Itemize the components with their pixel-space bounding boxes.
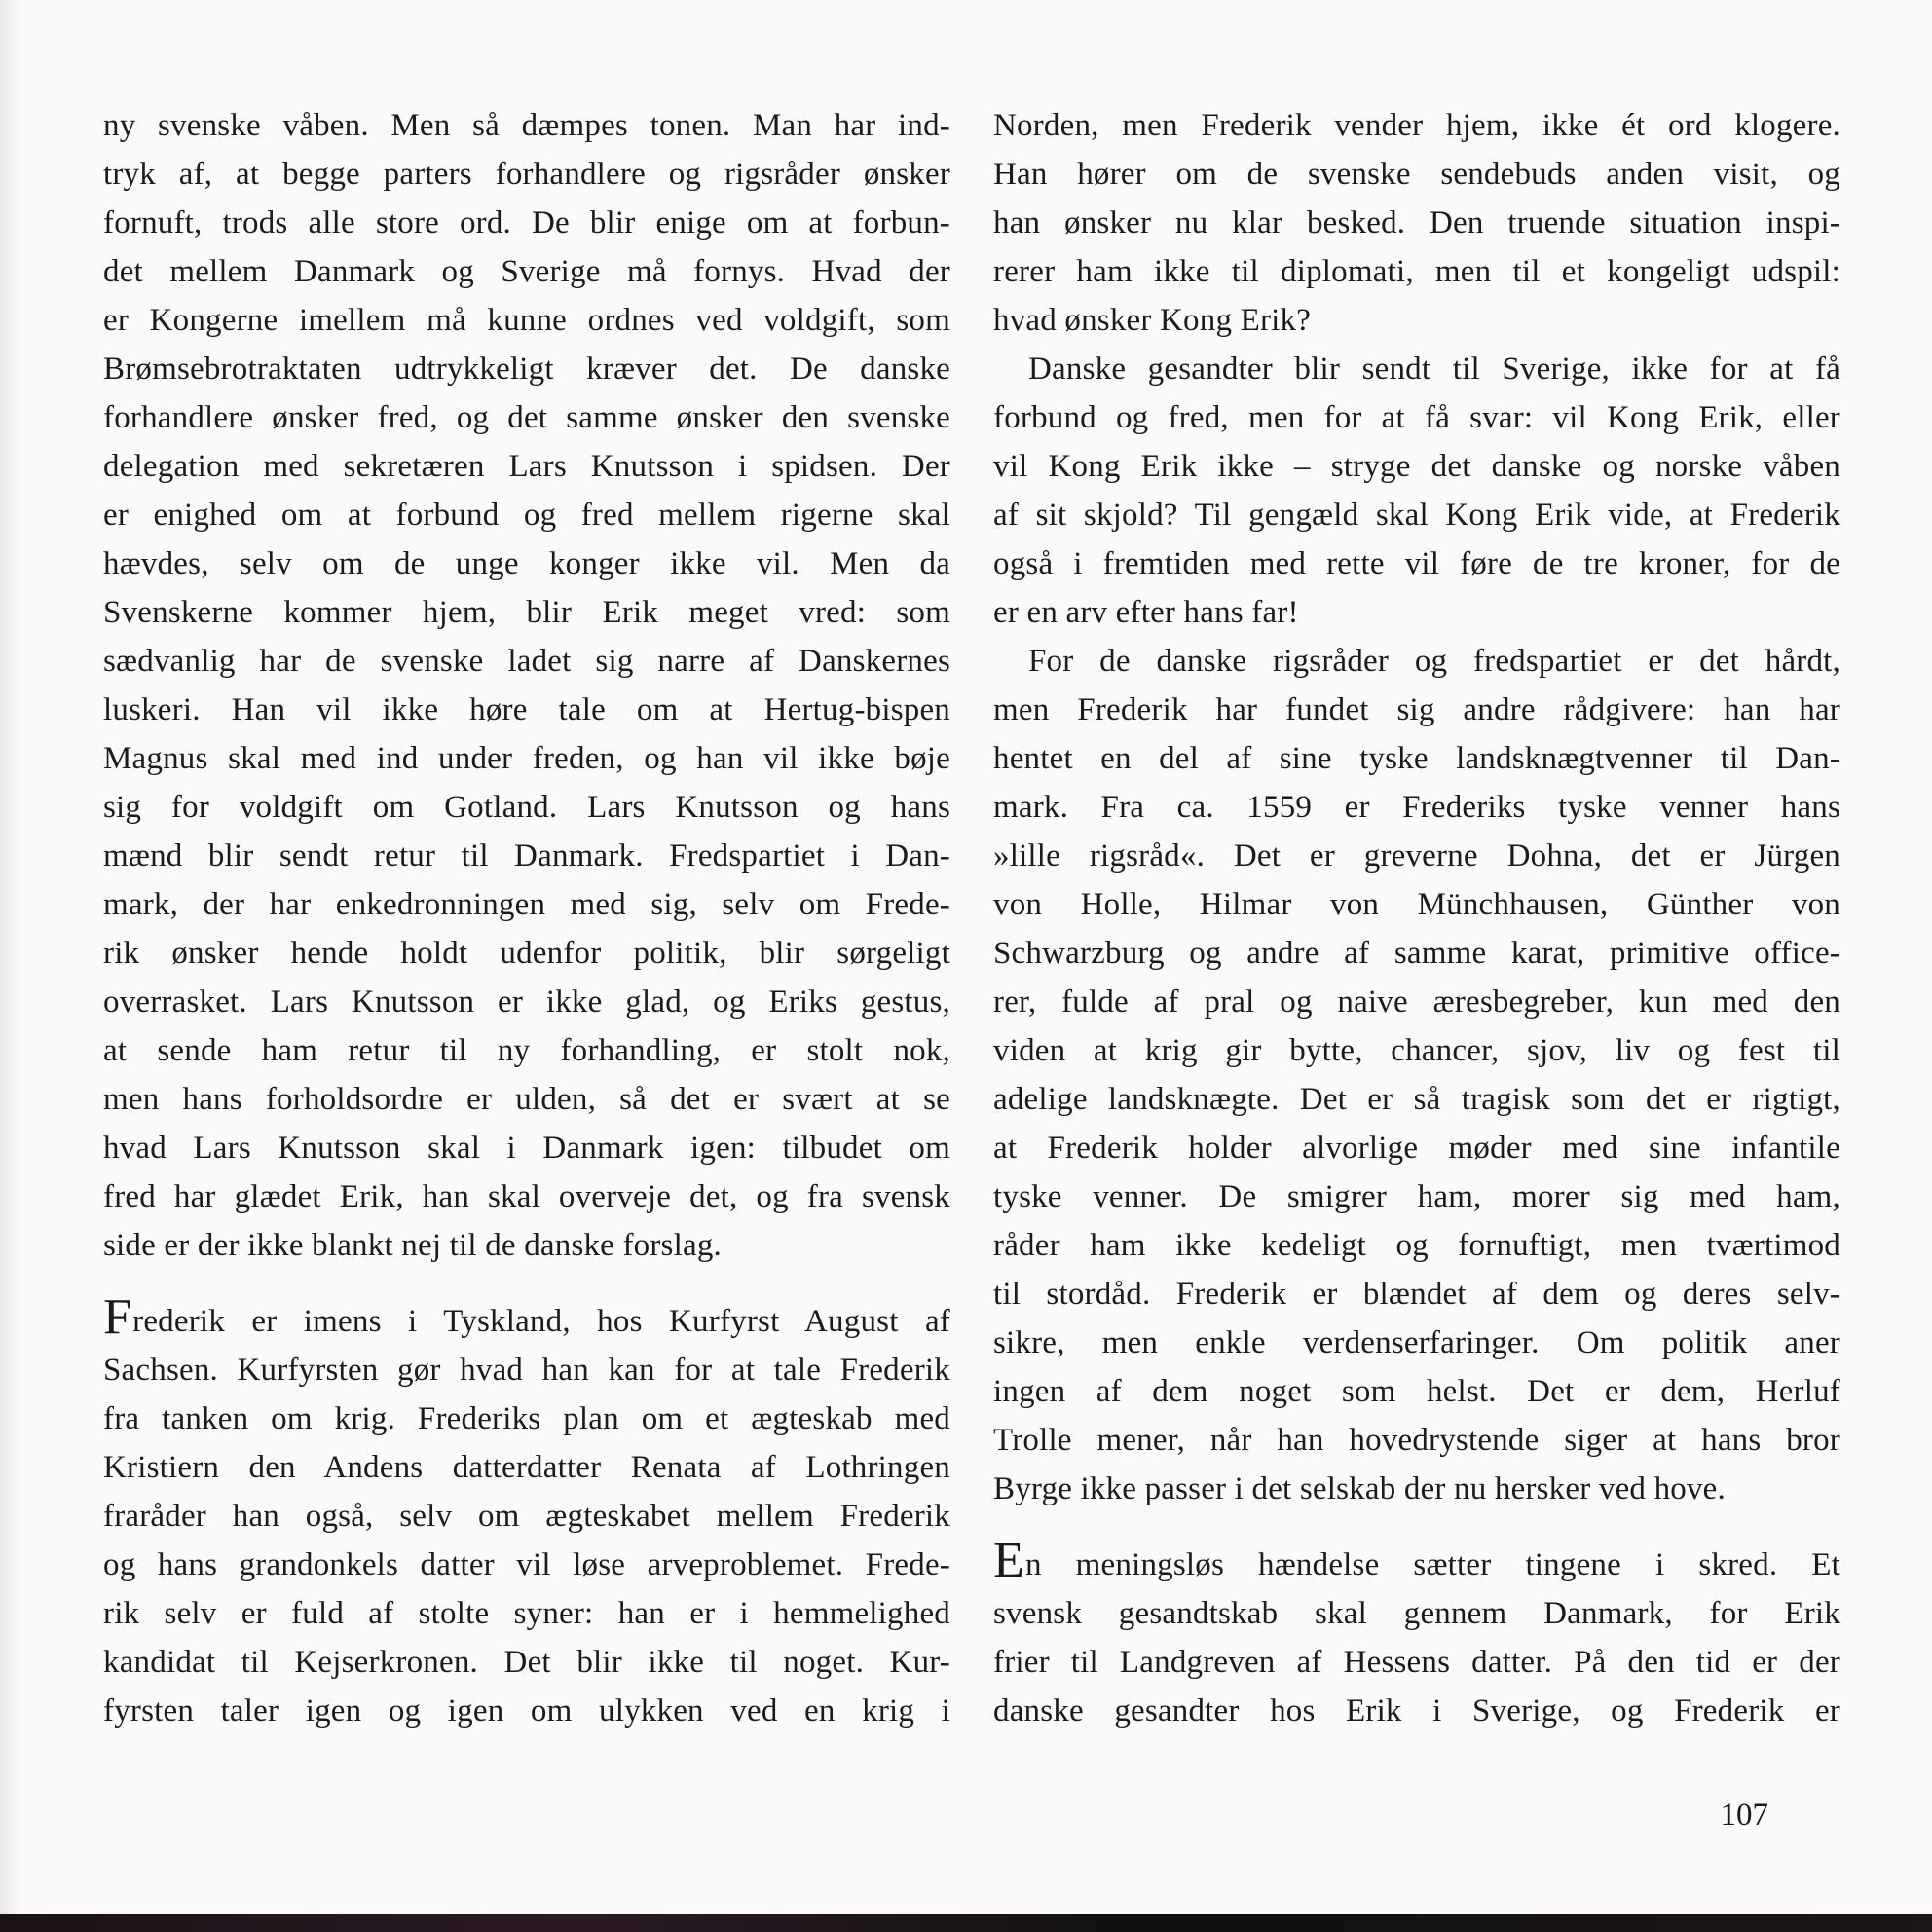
text-line: vil Kong Erik ikke – stryge det danske og norske våben — [993, 449, 1840, 484]
text-line: Danske gesandter blir sendt til Sverige, ikke for at få — [1028, 352, 1840, 387]
right-paragraph-3 — [993, 637, 1840, 1513]
text-line: også i fremtiden med rette vil føre de tre kroner, for de — [993, 546, 1840, 581]
text-line: hentet en del af sine tyske landsknægtvenner til Dan- — [993, 741, 1840, 776]
text-line: Byrge ikke passer i det selskab der nu hersker ved hove. — [993, 1471, 1726, 1506]
text-line: rer, fulde af pral og naive æresbegreber, kun med den — [993, 985, 1840, 1020]
right-column — [993, 101, 1840, 1735]
right-paragraph-2 — [993, 345, 1840, 637]
text-line: det mellem Danmark og Sverige må fornys. Hvad der — [103, 254, 950, 289]
text-line: han ønsker nu klar besked. Den truende situation inspi- — [993, 205, 1840, 241]
text-line-rest: rederik er imens i Tyskland, hos Kurfyrst August af — [132, 1304, 950, 1339]
text-line: fred har glædet Erik, han skal overveje det, og fra svensk — [103, 1179, 950, 1214]
text-line: fra tanken om krig. Frederiks plan om et ægteskab med — [103, 1401, 950, 1436]
text-line: Trolle mener, når han hovedrystende siger at hans bror — [993, 1423, 1840, 1458]
text-line: fyrsten taler igen og igen om ulykken ved en krig i — [103, 1693, 950, 1728]
text-line: råder ham ikke kedeligt og fornuftigt, men tværtimod — [993, 1228, 1840, 1263]
text-line: er enighed om at forbund og fred mellem rigerne skal — [103, 498, 950, 533]
text-line: hvad Lars Knutsson skal i Danmark igen: tilbudet om — [103, 1131, 950, 1166]
text-line: rik ønsker hende holdt udenfor politik, blir sørgeligt — [103, 936, 950, 971]
text-line: rik selv er fuld af stolte syner: han er i hemmelighed — [103, 1596, 950, 1631]
text-line: af sit skjold? Til gengæld skal Kong Erik vide, at Frederik — [993, 498, 1840, 533]
text-line: at Frederik holder alvorlige møder med sine infantile — [993, 1131, 1840, 1166]
text-line: Magnus skal med ind under freden, og han vil ikke bøje — [103, 741, 950, 776]
text-line: ingen af dem noget som helst. Det er dem, Herluf — [993, 1374, 1840, 1409]
text-line: luskeri. Han vil ikke høre tale om at Hertug-bispen — [103, 692, 950, 727]
right-paragraph-1 — [993, 101, 1840, 345]
text-line: »lille rigsråd«. Det er greverne Dohna, det er Jürgen — [993, 838, 1840, 873]
text-line: Sachsen. Kurfyrsten gør hvad han kan for at tale Frederik — [103, 1353, 950, 1388]
text-line: danske gesandter hos Erik i Sverige, og Frederik er — [993, 1693, 1840, 1728]
text-line: overrasket. Lars Knutsson er ikke glad, og Eriks gestus, — [103, 985, 950, 1020]
section-break — [993, 1513, 1840, 1541]
text-line: fraråder han også, selv om ægteskabet mellem Frederik — [103, 1499, 950, 1534]
left-paragraph-1 — [103, 101, 950, 1270]
text-line: kandidat til Kejserkronen. Det blir ikke til noget. Kur- — [103, 1645, 950, 1680]
text-line: tryk af, at begge parters forhandlere og rigsråder ønsker — [103, 157, 950, 192]
text-line: von Holle, Hilmar von Münchhausen, Günther von — [993, 887, 1840, 922]
text-line: at sende ham retur til ny forhandling, er stolt nok, — [103, 1033, 950, 1068]
text-line: svensk gesandtskab skal gennem Danmark, for Erik — [993, 1596, 1840, 1631]
text-line: sig for voldgift om Gotland. Lars Knutsson og hans — [103, 790, 950, 825]
text-line: er en arv efter hans far! — [993, 595, 1299, 630]
page-bottom-edge — [0, 1914, 1932, 1932]
page-number: 107 — [1720, 1798, 1768, 1833]
text-line: For de danske rigsråder og fredspartiet er det hårdt, — [1028, 644, 1840, 679]
text-line: mænd blir sendt retur til Danmark. Fredspartiet i Dan- — [103, 838, 950, 873]
text-line: rerer ham ikke til diplomati, men til et kongeligt udspil: — [993, 254, 1840, 289]
text-line: mark, der har enkedronningen med sig, selv om Frede- — [103, 887, 950, 922]
section-break — [103, 1270, 950, 1297]
text-line: hvad ønsker Kong Erik? — [993, 303, 1312, 338]
text-line: tyske venner. De smigrer ham, morer sig med ham, — [993, 1179, 1840, 1214]
text-line: Svenskerne kommer hjem, blir Erik meget vred: som — [103, 595, 950, 630]
text-line: mark. Fra ca. 1559 er Frederiks tyske venner hans — [993, 790, 1840, 825]
text-line: ny svenske våben. Men så dæmpes tonen. Man har ind- — [103, 108, 950, 143]
text-line: Schwarzburg og andre af samme karat, primitive office- — [993, 936, 1840, 971]
text-line: sædvanlig har de svenske ladet sig narre af Danskernes — [103, 644, 950, 679]
text-line: forhandlere ønsker fred, og det samme ønsker den svenske — [103, 400, 950, 435]
initial-letter: F — [103, 1289, 132, 1345]
initial-letter: E — [993, 1533, 1024, 1588]
text-line: er Kongerne imellem må kunne ordnes ved voldgift, som — [103, 303, 950, 338]
text-line: Norden, men Frederik vender hjem, ikke ét ord klogere. — [993, 108, 1840, 143]
text-line: sikre, men enkle verdenserfaringer. Om politik aner — [993, 1325, 1840, 1360]
text-line: til stordåd. Frederik er blændet af dem og deres selv- — [993, 1277, 1840, 1312]
text-line: Brømsebrotraktaten udtrykkeligt kræver det. De danske — [103, 352, 950, 387]
right-paragraph-4 — [993, 1533, 1840, 1735]
text-line: viden at krig gir bytte, chancer, sjov, liv og fest til — [993, 1033, 1840, 1068]
text-line: frier til Landgreven af Hessens datter. På den tid er der — [993, 1645, 1840, 1680]
text-line-rest: n meningsløs hændelse sætter tingene i skred. Et — [1024, 1547, 1840, 1582]
text-line: men hans forholdsordre er ulden, så det er svært at se — [103, 1082, 950, 1117]
text-line: side er der ikke blankt nej til de danske forslag. — [103, 1228, 722, 1263]
spine-shadow — [0, 0, 21, 1932]
left-paragraph-2 — [103, 1289, 950, 1735]
text-line-with-initial — [103, 1289, 950, 1346]
text-line: fornuft, trods alle store ord. De blir enige om at forbun- — [103, 205, 950, 241]
text-line: adelige landsknægte. Det er så tragisk som det er rigtigt, — [993, 1082, 1840, 1117]
text-line: hævdes, selv om de unge konger ikke vil. Men da — [103, 546, 950, 581]
text-line: delegation med sekretæren Lars Knutsson i spidsen. Der — [103, 449, 950, 484]
left-column — [103, 101, 950, 1735]
text-line: og hans grandonkels datter vil løse arveproblemet. Frede- — [103, 1547, 950, 1582]
text-line: Kristiern den Andens datterdatter Renata af Lothringen — [103, 1450, 950, 1485]
text-line: men Frederik har fundet sig andre rådgivere: han har — [993, 692, 1840, 727]
text-line: Han hører om de svenske sendebuds anden visit, og — [993, 157, 1840, 192]
text-line-with-initial — [993, 1533, 1840, 1589]
text-line: forbund og fred, men for at få svar: vil Kong Erik, eller — [993, 400, 1840, 435]
